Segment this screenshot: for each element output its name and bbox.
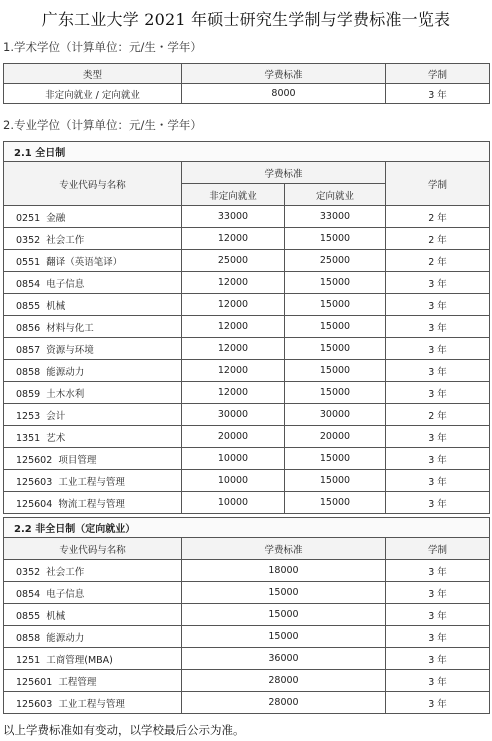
cell-years: 3 年 (386, 648, 490, 670)
cell-major (4, 492, 182, 514)
major-name: 项目管理 (58, 454, 97, 466)
major-code: 125603 (16, 476, 53, 488)
cell-major (4, 272, 182, 294)
cell-years: 2 年 (386, 206, 490, 228)
cell-major (4, 560, 182, 582)
major-name: 资源与环境 (46, 344, 94, 356)
cell-fee-nondirected: 12000 (182, 272, 285, 294)
major-code: 0859 (16, 388, 41, 400)
header-fee: 学费标准 (182, 538, 386, 560)
cell-major (4, 670, 182, 692)
cell-fee-directed: 20000 (285, 426, 386, 448)
cell-fee-directed: 15000 (285, 470, 386, 492)
major-code: 0352 (16, 566, 41, 578)
cell-years: 3 年 (386, 382, 490, 404)
cell-major (4, 228, 182, 250)
cell-fee: 36000 (182, 648, 386, 670)
table-row (4, 492, 490, 514)
header-fee: 学费标准 (182, 64, 386, 84)
cell-fee-nondirected: 30000 (182, 404, 285, 426)
cell-years: 2 年 (386, 404, 490, 426)
cell-years: 3 年 (386, 582, 490, 604)
major-code: 125603 (16, 698, 53, 710)
subheading-row (4, 142, 490, 162)
cell-years: 3 年 (386, 604, 490, 626)
major-name: 工程管理 (58, 676, 97, 688)
parttime-rows (4, 560, 490, 714)
major-code: 0854 (16, 588, 41, 600)
major-code: 1251 (16, 654, 41, 666)
major-code: 0857 (16, 344, 41, 356)
header-major: 专业代码与名称 (4, 538, 182, 560)
major-code: 1253 (16, 410, 41, 422)
page-title: 广东工业大学 2021 年硕士研究生学制与学费标准一览表 (41, 10, 451, 29)
cell-fee-nondirected: 10000 (182, 492, 285, 514)
fulltime-rows (4, 206, 490, 514)
header-directed: 定向就业 (285, 184, 386, 206)
cell-years: 2 年 (386, 228, 490, 250)
cell-fee-directed: 15000 (285, 338, 386, 360)
cell-fee-directed: 15000 (285, 272, 386, 294)
table-row (4, 426, 490, 448)
table-row (4, 360, 490, 382)
cell-fee-directed: 15000 (285, 448, 386, 470)
major-name: 工商管理(MBA) (46, 654, 113, 666)
table-row (4, 604, 490, 626)
cell-years: 3 年 (386, 492, 490, 514)
major-code: 125601 (16, 676, 53, 688)
major-name: 能源动力 (46, 366, 85, 378)
cell-years: 3 年 (386, 84, 490, 104)
major-code: 125602 (16, 454, 53, 466)
table-header-row (4, 64, 490, 84)
cell-fee-directed: 33000 (285, 206, 386, 228)
major-name: 机械 (46, 610, 66, 622)
major-code: 0551 (16, 256, 41, 268)
major-name: 翻译（英语笔译） (46, 256, 123, 268)
major-name: 社会工作 (46, 566, 85, 578)
major-code: 0855 (16, 300, 41, 312)
cell-fee-nondirected: 12000 (182, 382, 285, 404)
cell-years: 3 年 (386, 692, 490, 714)
cell-fee-nondirected: 25000 (182, 250, 285, 272)
cell-major (4, 360, 182, 382)
cell-years: 3 年 (386, 470, 490, 492)
cell-fee: 18000 (182, 560, 386, 582)
major-name: 物流工程与管理 (58, 498, 125, 510)
cell-major (4, 470, 182, 492)
cell-fee-directed: 15000 (285, 228, 386, 250)
cell-major (4, 448, 182, 470)
cell-fee-nondirected: 33000 (182, 206, 285, 228)
major-name: 能源动力 (46, 632, 85, 644)
table-row (4, 692, 490, 714)
cell-major (4, 250, 182, 272)
table-row (4, 272, 490, 294)
cell-major (4, 692, 182, 714)
cell-fee-directed: 15000 (285, 382, 386, 404)
table-row (4, 448, 490, 470)
cell-years: 3 年 (386, 294, 490, 316)
header-fee: 学费标准 (182, 162, 386, 184)
cell-years: 3 年 (386, 316, 490, 338)
major-name: 电子信息 (46, 588, 85, 600)
cell-fee-nondirected: 10000 (182, 470, 285, 492)
major-name: 土木水利 (46, 388, 85, 400)
cell-fee: 28000 (182, 692, 386, 714)
table-row (4, 316, 490, 338)
table-row (4, 228, 490, 250)
table-row (4, 470, 490, 492)
table-row (4, 338, 490, 360)
cell-fee: 15000 (182, 604, 386, 626)
cell-years: 3 年 (386, 360, 490, 382)
cell-fee-nondirected: 12000 (182, 228, 285, 250)
footnote: 以上学费标准如有变动，以学校最后公示为准。 (3, 723, 245, 737)
section1-heading: 1.学术学位（计算单位：元/生・学年） (3, 40, 202, 54)
cell-major (4, 294, 182, 316)
cell-years: 3 年 (386, 338, 490, 360)
table-row (4, 206, 490, 228)
cell-years: 3 年 (386, 448, 490, 470)
cell-major (4, 626, 182, 648)
parttime-subheading: 2.2 非全日制（定向就业） (4, 518, 490, 538)
cell-fee-nondirected: 12000 (182, 338, 285, 360)
header-years: 学制 (386, 538, 490, 560)
table-row (4, 670, 490, 692)
header-years: 学制 (386, 64, 490, 84)
cell-fee-nondirected: 12000 (182, 294, 285, 316)
major-name: 金融 (46, 212, 66, 224)
major-name: 材料与化工 (46, 322, 94, 334)
cell-fee: 15000 (182, 582, 386, 604)
cell-fee-directed: 15000 (285, 492, 386, 514)
cell-type: 非定向就业 / 定向就业 (4, 84, 182, 104)
table-row (4, 582, 490, 604)
table-row (4, 648, 490, 670)
cell-years: 3 年 (386, 272, 490, 294)
cell-major (4, 316, 182, 338)
major-code: 0251 (16, 212, 41, 224)
major-code: 125604 (16, 498, 53, 510)
major-code: 1351 (16, 432, 41, 444)
cell-major (4, 604, 182, 626)
fulltime-table (3, 141, 490, 514)
cell-major (4, 648, 182, 670)
table-row (4, 382, 490, 404)
cell-major (4, 338, 182, 360)
fulltime-subheading: 2.1 全日制 (4, 142, 490, 162)
cell-fee-directed: 30000 (285, 404, 386, 426)
major-code: 0854 (16, 278, 41, 290)
major-code: 0858 (16, 632, 41, 644)
major-code: 0856 (16, 322, 41, 334)
parttime-table (3, 517, 490, 714)
table-row (4, 626, 490, 648)
header-type: 类型 (4, 64, 182, 84)
table-row (4, 250, 490, 272)
major-code: 0858 (16, 366, 41, 378)
cell-major (4, 206, 182, 228)
cell-fee-directed: 15000 (285, 294, 386, 316)
cell-major (4, 404, 182, 426)
table-row (4, 404, 490, 426)
table-row (4, 294, 490, 316)
major-name: 机械 (46, 300, 66, 312)
major-name: 艺术 (46, 432, 66, 444)
cell-fee-directed: 15000 (285, 316, 386, 338)
cell-years: 3 年 (386, 670, 490, 692)
section2-heading: 2.专业学位（计算单位：元/生・学年） (3, 118, 202, 132)
cell-fee-nondirected: 12000 (182, 360, 285, 382)
header-major: 专业代码与名称 (4, 162, 182, 206)
cell-fee: 28000 (182, 670, 386, 692)
cell-years: 2 年 (386, 250, 490, 272)
cell-years: 3 年 (386, 626, 490, 648)
cell-fee-nondirected: 12000 (182, 316, 285, 338)
cell-fee-nondirected: 10000 (182, 448, 285, 470)
cell-fee-directed: 25000 (285, 250, 386, 272)
header-nondirected: 非定向就业 (182, 184, 285, 206)
major-name: 会计 (46, 410, 66, 422)
subheading-row (4, 518, 490, 538)
academic-degree-table (3, 63, 490, 104)
major-code: 0352 (16, 234, 41, 246)
header-years: 学制 (386, 162, 490, 206)
cell-years: 3 年 (386, 560, 490, 582)
major-code: 0855 (16, 610, 41, 622)
table-header-row (4, 538, 490, 560)
cell-major (4, 382, 182, 404)
major-name: 工业工程与管理 (58, 698, 125, 710)
table-row (4, 560, 490, 582)
cell-years: 3 年 (386, 426, 490, 448)
cell-fee: 15000 (182, 626, 386, 648)
major-name: 社会工作 (46, 234, 85, 246)
cell-major (4, 582, 182, 604)
cell-fee-directed: 15000 (285, 360, 386, 382)
major-name: 电子信息 (46, 278, 85, 290)
cell-major (4, 426, 182, 448)
major-name: 工业工程与管理 (58, 476, 125, 488)
cell-fee: 8000 (182, 84, 386, 104)
table-header-row (4, 162, 490, 184)
cell-fee-nondirected: 20000 (182, 426, 285, 448)
table-row (4, 84, 490, 104)
